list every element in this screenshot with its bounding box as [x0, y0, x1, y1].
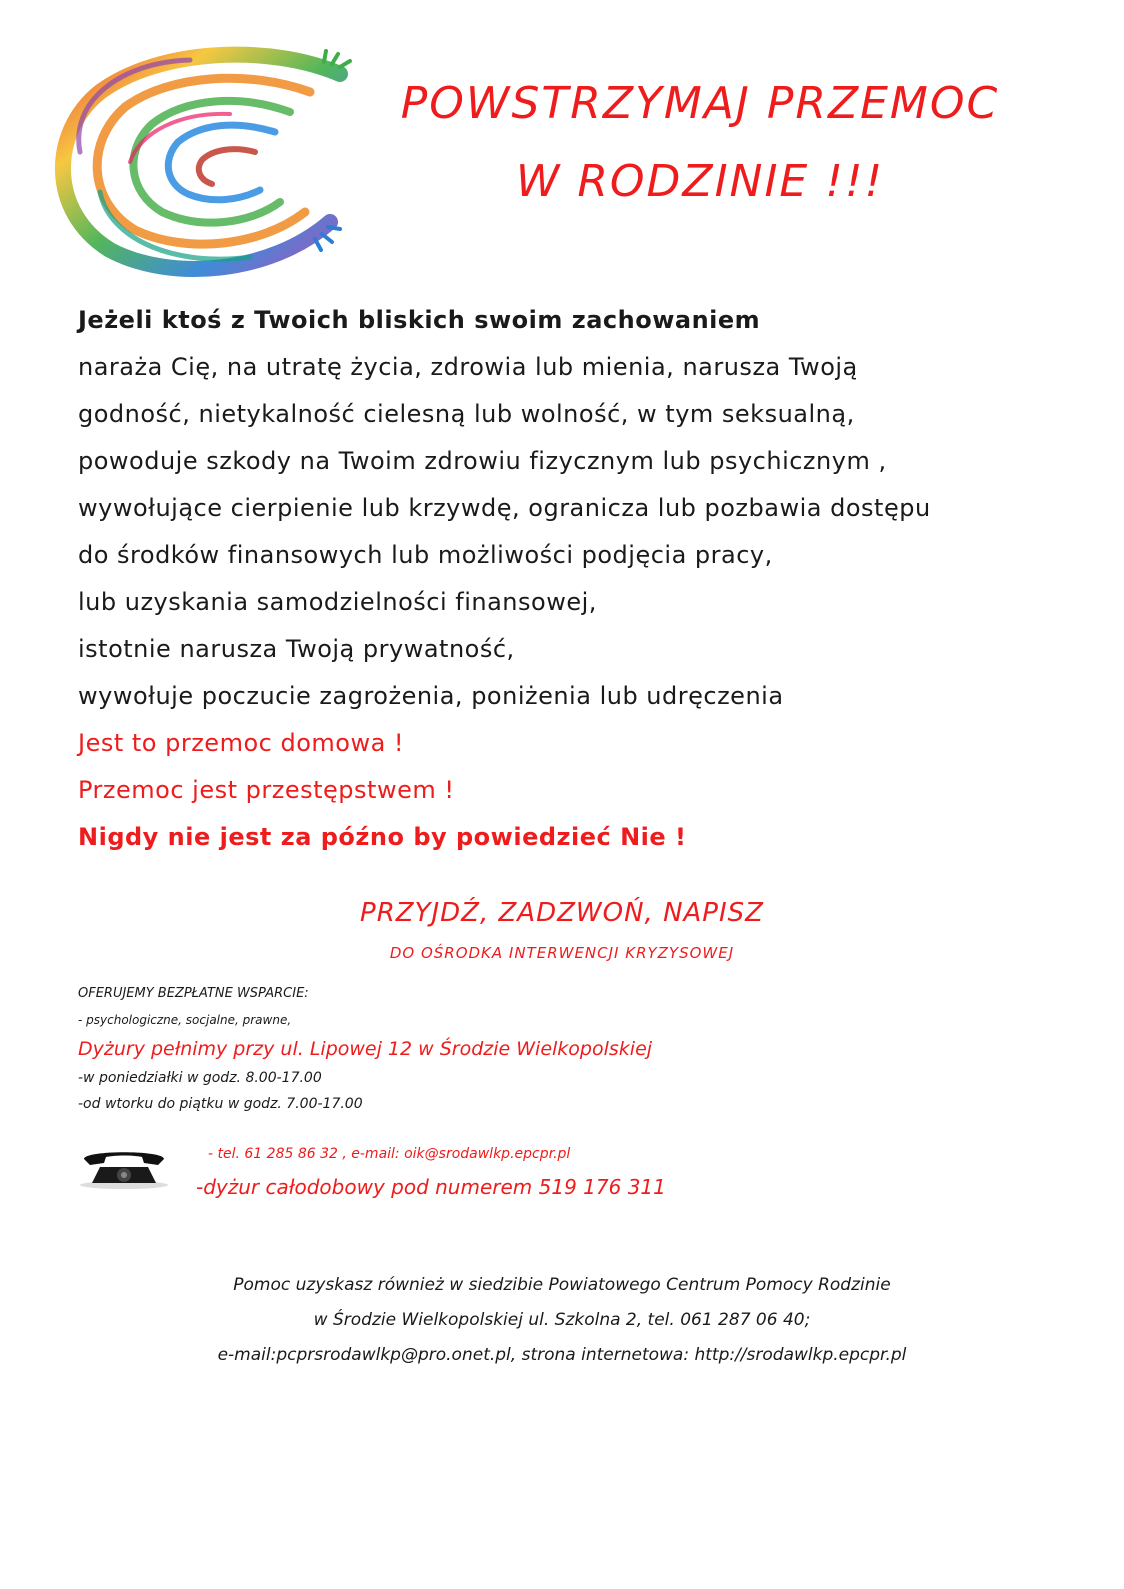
warning-line: Jest to przemoc domowa !	[78, 729, 405, 757]
intro-line: do środków finansowych lub możliwości podjęcia pracy,	[78, 541, 773, 569]
intro-line: naraża Cię, na utratę życia, zdrowia lub mienia, narusza Twoją	[78, 353, 858, 381]
intro-line: lub uzyskania samodzielności finansowej,	[78, 588, 597, 616]
warning-line: Nigdy nie jest za późno by powiedzieć Nie !	[78, 823, 687, 851]
cta-subheading: DO OŚRODKA INTERWENCJI KRYZYSOWEJ	[389, 944, 735, 962]
intro-line: wywołuje poczucie zagrożenia, poniżenia lub udręczenia	[78, 682, 784, 710]
intro-line: powoduje szkody na Twoim zdrowiu fizycznym lub psychicznym ,	[78, 447, 887, 475]
cta-heading: PRZYJDŹ, ZADZWOŃ, NAPISZ	[360, 898, 764, 928]
contact-phone-email: - tel. 61 285 86 32 , e-mail: oik@srodawlkp.epcpr.pl	[208, 1146, 571, 1162]
intro-line: godność, nietykalność cielesną lub wolność, w tym seksualną,	[78, 400, 855, 428]
intro-line: wywołujące cierpienie lub krzywdę, ogranicza lub pozbawia dostępu	[78, 494, 931, 522]
intro-heading: Jeżeli ktoś z Twoich bliskich swoim zachowaniem	[78, 306, 761, 334]
swirl-hands-logo	[40, 42, 355, 282]
title-line-1: POWSTRZYMAJ PRZEMOC	[400, 78, 1000, 129]
telephone-icon	[78, 1145, 170, 1189]
warning-line: Przemoc jest przestępstwem !	[78, 776, 455, 804]
duty-address: Dyżury pełnimy przy ul. Lipowej 12 w Środzie Wielkopolskiej	[78, 1038, 653, 1060]
support-heading: OFERUJEMY BEZPŁATNE WSPARCIE:	[78, 986, 309, 1001]
intro-line: istotnie narusza Twoją prywatność,	[78, 635, 515, 663]
contact-24h: -dyżur całodobowy pod numerem 519 176 311	[196, 1175, 666, 1199]
footer-line-2: w Środzie Wielkopolskiej ul. Szkolna 2, tel. 061 287 06 40;	[313, 1310, 811, 1330]
support-types: - psychologiczne, socjalne, prawne,	[78, 1013, 292, 1027]
hours-tue-fri: -od wtorku do piątku w godz. 7.00-17.00	[78, 1096, 363, 1112]
hours-monday: -w poniedziałki w godz. 8.00-17.00	[78, 1070, 322, 1086]
footer-line-1: Pomoc uzyskasz również w siedzibie Powiatowego Centrum Pomocy Rodzinie	[233, 1275, 891, 1295]
footer-line-3: e-mail:pcprsrodawlkp@pro.onet.pl, strona internetowa: http://srodawlkp.epcpr.pl	[217, 1345, 907, 1365]
title-line-2: W RODZINIE !!!	[515, 156, 885, 207]
